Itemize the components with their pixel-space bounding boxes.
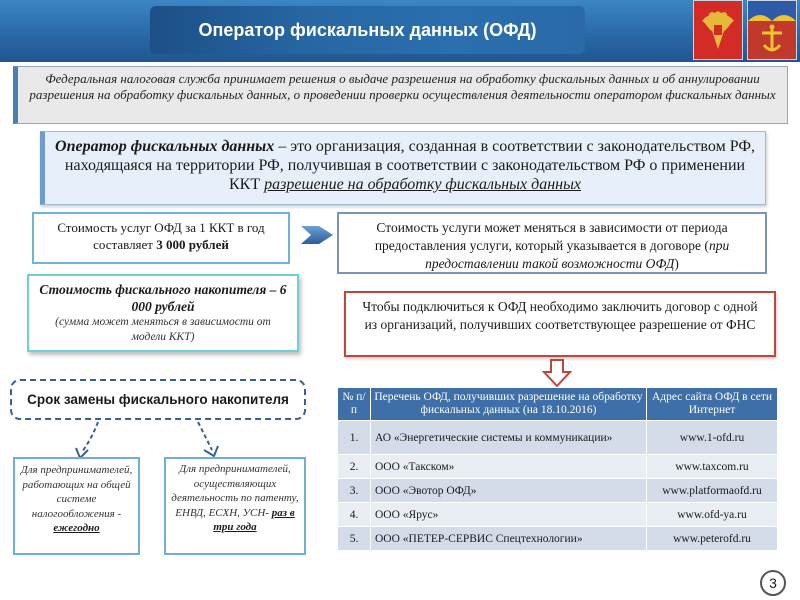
arrow-right-icon — [299, 222, 335, 248]
column-header-num: № п/п — [338, 388, 371, 421]
ofd-list-table — [337, 387, 778, 551]
row-site[interactable]: www.peterofd.ru — [647, 527, 778, 551]
arrow-down-icon — [542, 359, 572, 387]
row-site[interactable]: www.taxcom.ru — [647, 455, 778, 479]
table-row — [338, 455, 778, 479]
column-header-name: Перечень ОФД, получивших разрешение на обработку фискальных данных (на 18.10.2016) — [371, 388, 647, 421]
patent-regime-term: раз в три года — [213, 506, 295, 533]
row-num: 3. — [338, 479, 371, 503]
general-regime-text: Для предпринимателей, работающих на общей системе налогообложения - — [20, 464, 133, 520]
table-row — [338, 503, 778, 527]
definition-lead: Оператор фискальных данных — [55, 138, 275, 155]
row-site[interactable]: www.1-ofd.ru — [647, 421, 778, 455]
ofd-definition — [40, 131, 766, 205]
period-text: Стоимость услуги может меняться в зависимости от периода предоставления услуги, который указывается в договоре ( — [374, 220, 728, 253]
accumulator-title: Стоимость фискального накопителя – 6 000 рублей — [39, 282, 287, 314]
row-name: ООО «ПЕТЕР-СЕРВИС Спецтехнологии» — [371, 527, 647, 551]
period-tail: ) — [674, 256, 679, 271]
service-cost-box — [32, 212, 290, 264]
row-num: 2. — [338, 455, 371, 479]
table-row — [338, 527, 778, 551]
period-italic: при предоставлении такой возможности ОФД — [425, 238, 730, 271]
column-header-site: Адрес сайта ОФД в сети Интернет — [647, 388, 778, 421]
row-name: ООО «Эвотор ОФД» — [371, 479, 647, 503]
row-num: 4. — [338, 503, 371, 527]
accumulator-note: (сумма может меняться в зависимости от модели ККТ) — [55, 316, 271, 343]
table-row — [338, 479, 778, 503]
murmansk-coat-of-arms-icon — [747, 0, 797, 60]
fns-decision-note: Федеральная налоговая служба принимает решения о выдаче разрешения на обработку фискальных данных и об аннулировании разрешения на обработку фискальных данных, о проведении проверки осуществления деятельности оператором фискальных данных — [13, 66, 788, 124]
accumulator-cost-box — [27, 274, 299, 352]
row-name: АО «Энергетические системы и коммуникации» — [371, 421, 647, 455]
dashed-arrows — [60, 420, 260, 460]
row-name: ООО «Такском» — [371, 455, 647, 479]
row-num: 1. — [338, 421, 371, 455]
page-number: 3 — [760, 570, 786, 596]
row-site[interactable]: www.platformaofd.ru — [647, 479, 778, 503]
general-tax-regime-box — [13, 457, 140, 555]
row-num: 5. — [338, 527, 371, 551]
definition-body: – это организация, созданная в соответствии с законодательством РФ, находящаяся на территории РФ, получившая в соответствии с законодательством РФ о применении ККТ — [64, 138, 755, 193]
page-title: Оператор фискальных данных (ОФД) — [198, 20, 537, 40]
connect-instruction-box: Чтобы подключиться к ОФД необходимо заключить договор с одной из организаций, получивших соответствующее разрешение от ФНС — [344, 291, 776, 357]
service-period-box — [337, 212, 767, 274]
patent-regime-box — [164, 457, 306, 555]
russia-coat-of-arms-icon — [693, 0, 743, 60]
row-name: ООО «Ярус» — [371, 503, 647, 527]
service-cost-amount: 3 000 рублей — [156, 237, 229, 252]
service-cost-text: Стоимость услуг ОФД за 1 ККТ в год составляет — [57, 220, 265, 252]
definition-link: разрешение на обработку фискальных данных — [264, 176, 582, 193]
general-regime-term: ежегодно — [53, 522, 100, 534]
patent-regime-text: Для предпринимателей, осуществляющих деятельность по патенту, ЕНВД, ЕСХН, УСН- — [171, 463, 299, 519]
replacement-term-title: Срок замены фискального накопителя — [10, 379, 306, 420]
row-site[interactable]: www.ofd-ya.ru — [647, 503, 778, 527]
table-header-row — [338, 388, 778, 421]
table-row — [338, 421, 778, 455]
